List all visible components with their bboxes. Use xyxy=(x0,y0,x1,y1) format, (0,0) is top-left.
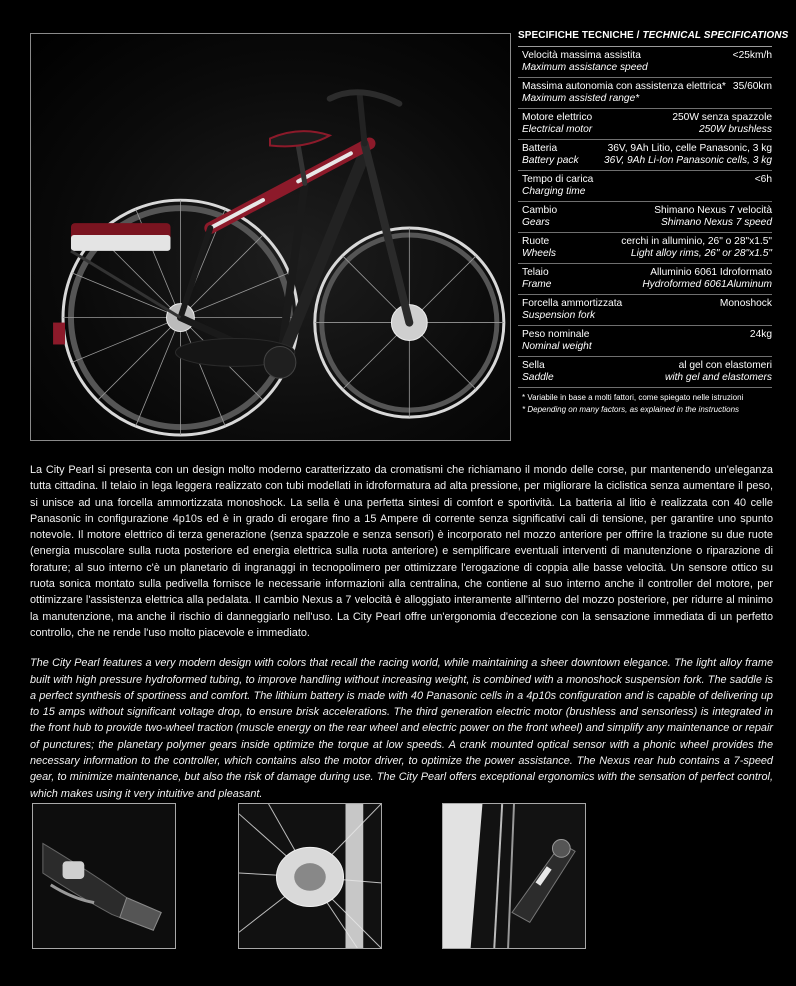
thumb-front-hub xyxy=(238,803,382,949)
bike-photo xyxy=(30,33,511,441)
spec-label: Massima autonomia con assistenza elettrica* xyxy=(522,81,726,92)
spec-row xyxy=(518,109,772,140)
spec-label-en: Gears xyxy=(522,217,550,228)
spec-label: Motore elettrico xyxy=(522,112,593,123)
spec-value-en: 36V, 9Ah Li-Ion Panasonic cells, 3 kg xyxy=(603,155,772,166)
spec-row xyxy=(518,233,772,264)
spec-label-en: Wheels xyxy=(522,248,556,259)
spec-label: Ruote xyxy=(522,236,550,247)
spec-row xyxy=(518,264,772,295)
spec-value: 24kg xyxy=(749,329,772,340)
spec-value: Alluminio 6061 Idroformato xyxy=(650,267,772,278)
spec-value-en: Hydroformed 6061Aluminum xyxy=(642,279,772,290)
spec-label-en: Charging time xyxy=(522,186,586,197)
spec-value-en: 250W brushless xyxy=(698,124,772,135)
spec-label: Velocità massima assistita xyxy=(522,50,641,61)
spec-row xyxy=(518,140,772,171)
spec-value: 250W senza spazzole xyxy=(672,112,772,123)
spec-value-en: Shimano Nexus 7 speed xyxy=(661,217,772,228)
spec-row xyxy=(518,357,772,388)
spec-row xyxy=(518,78,772,109)
note-it: * Variabile in base a molti fattori, come spiegato nelle istruzioni xyxy=(522,393,744,402)
spec-label: Cambio xyxy=(522,205,558,216)
specs-title: SPECIFICHE TECNICHE / TECHNICAL SPECIFICATIONS xyxy=(518,30,772,47)
spec-label: Telaio xyxy=(522,267,549,278)
spec-label: Sella xyxy=(522,360,545,371)
spec-row xyxy=(518,295,772,326)
bike-illustration xyxy=(31,34,510,440)
spec-label-en: Battery pack xyxy=(522,155,579,166)
specs-notes xyxy=(518,392,772,416)
spec-value-en: Light alloy rims, 26" or 28"x1.5" xyxy=(630,248,772,259)
spec-label-en: Electrical motor xyxy=(522,124,593,135)
spec-value: Shimano Nexus 7 velocità xyxy=(654,205,772,216)
spec-value: 35/60km xyxy=(732,81,772,92)
saddle xyxy=(270,131,330,146)
spec-value: <6h xyxy=(754,174,772,185)
description xyxy=(30,462,773,802)
spec-row xyxy=(518,47,772,78)
spec-value: cerchi in alluminio, 26" o 28"x1.5" xyxy=(621,236,772,247)
thumb-handlebar-grip xyxy=(32,803,176,949)
spec-label-en: Suspension fork xyxy=(522,310,596,321)
spec-label-en: Saddle xyxy=(522,372,554,383)
spec-row xyxy=(518,202,772,233)
spec-label-en: Maximum assistance speed xyxy=(522,62,648,73)
spec-label-en: Nominal weight xyxy=(522,341,592,352)
spec-value: <25km/h xyxy=(732,50,772,61)
thumb-crank-sensor xyxy=(442,803,586,949)
spec-label-en: Frame xyxy=(522,279,552,290)
description-italian: La City Pearl si presenta con un design molto moderno caratterizzato da cromatismi che richiamano il mondo delle corse, pur mantenendo un'eleganza tutta cittadina. Il telaio in lega leggera realizzato con tubi modellati in idroformatura ad alta pressione, per migliorare la ciclistica senza aumentare il peso, si unisce ad una forcella ammortizzata monoshock. La sella è una perfetta sintesi di comfort e sportività. La batteria al litio è realizzata con 40 celle Panasonic in configurazione 4p10s ed è in grado di erogare fino a 15 Ampere di corrente senza significativi cali di tensione, per garantire uno spunto notevole. Il motore elettrico di terza generazione (senza spazzole e senza sensori) è incorporato nel mozzo anteriore per offrire la trazione su due ruote (energia muscolare sulla ruota posteriore ed energia elettrica sulla ruota anteriore) e semplificare eventuali interventi di manutenzione o riparazione di forature; al suo interno c'è un planetario di ingranaggi in tecnopolimero per ottimizzare l'erogazione di coppia alle basse velocità. Un sensore ottico su ruota sonica montato sulla pedivella fornisce le necessarie informazioni alla centralina, che contiene al suo interno anche il controller del motore, per ottimizzare l'assistenza elettrica alla pedalata. Il cambio Nexus a 7 velocità è alloggiato interamente all'interno del mozzo posteriore, per ridurre al minimo la manutenzione, ma anche il rischio di danneggiarlo nell'uso. La City Pearl offre un'ergonomia d'eccezione con la sensazione immediata di un perfetto controllo, che ne rende l'uso molto piacevole e immediato. xyxy=(30,464,773,639)
spec-row xyxy=(518,326,772,357)
note-en: * Depending on many factors, as explained in the instructions xyxy=(522,405,740,414)
spec-value: al gel con elastomeri xyxy=(678,360,772,371)
spec-label: Forcella ammortizzata xyxy=(522,298,623,309)
spec-label: Batteria xyxy=(522,143,558,154)
description-english: The City Pearl features a very modern design with colors that recall the racing world, while maintaining a sheer downtown elegance. The light alloy frame built with high pressure hydroformed tubing, to improve handling without increasing weight, is combined with a monoshock suspension fork. The saddle is a perfect synthesis of sportiness and comfort. The lithium battery is made with 40 Panasonic cells in a 4p10s configuration and is capable of delivering up to 15 amps without significant voltage drop, to ensure brisk accelerations. The third generation electric motor (brushless and sensorless) is integrated in the front hub to provide two-wheel traction (muscle energy on the rear wheel and electric power on the front wheel) and simplify any maintenance or repair of punctures; the planetary polymer gears inside optimize the torque at low speeds. A crank mounted optical sensor with a phonic wheel provides the necessary information to the controller, which contains also the motor driver, to optimize the power assistance. The Nexus rear hub contains a 7-speed gear, to minimize maintenance, but also the risk of damage during use. The City Pearl offers exceptional ergonomics with the sensation of perfect control, which makes using it very intuitive and pleasant. xyxy=(30,657,773,800)
spec-label-en: Maximum assisted range* xyxy=(522,93,640,104)
rear-battery xyxy=(71,223,180,318)
spec-value-en: with gel and elastomers xyxy=(664,372,772,383)
spec-value: Monoshock xyxy=(719,298,772,309)
spec-label: Peso nominale xyxy=(522,329,590,340)
technical-specifications xyxy=(518,30,789,416)
spec-row xyxy=(518,171,772,202)
spec-label: Tempo di carica xyxy=(522,174,594,185)
spec-value: 36V, 9Ah Litio, celle Panasonic, 3 kg xyxy=(607,143,772,154)
